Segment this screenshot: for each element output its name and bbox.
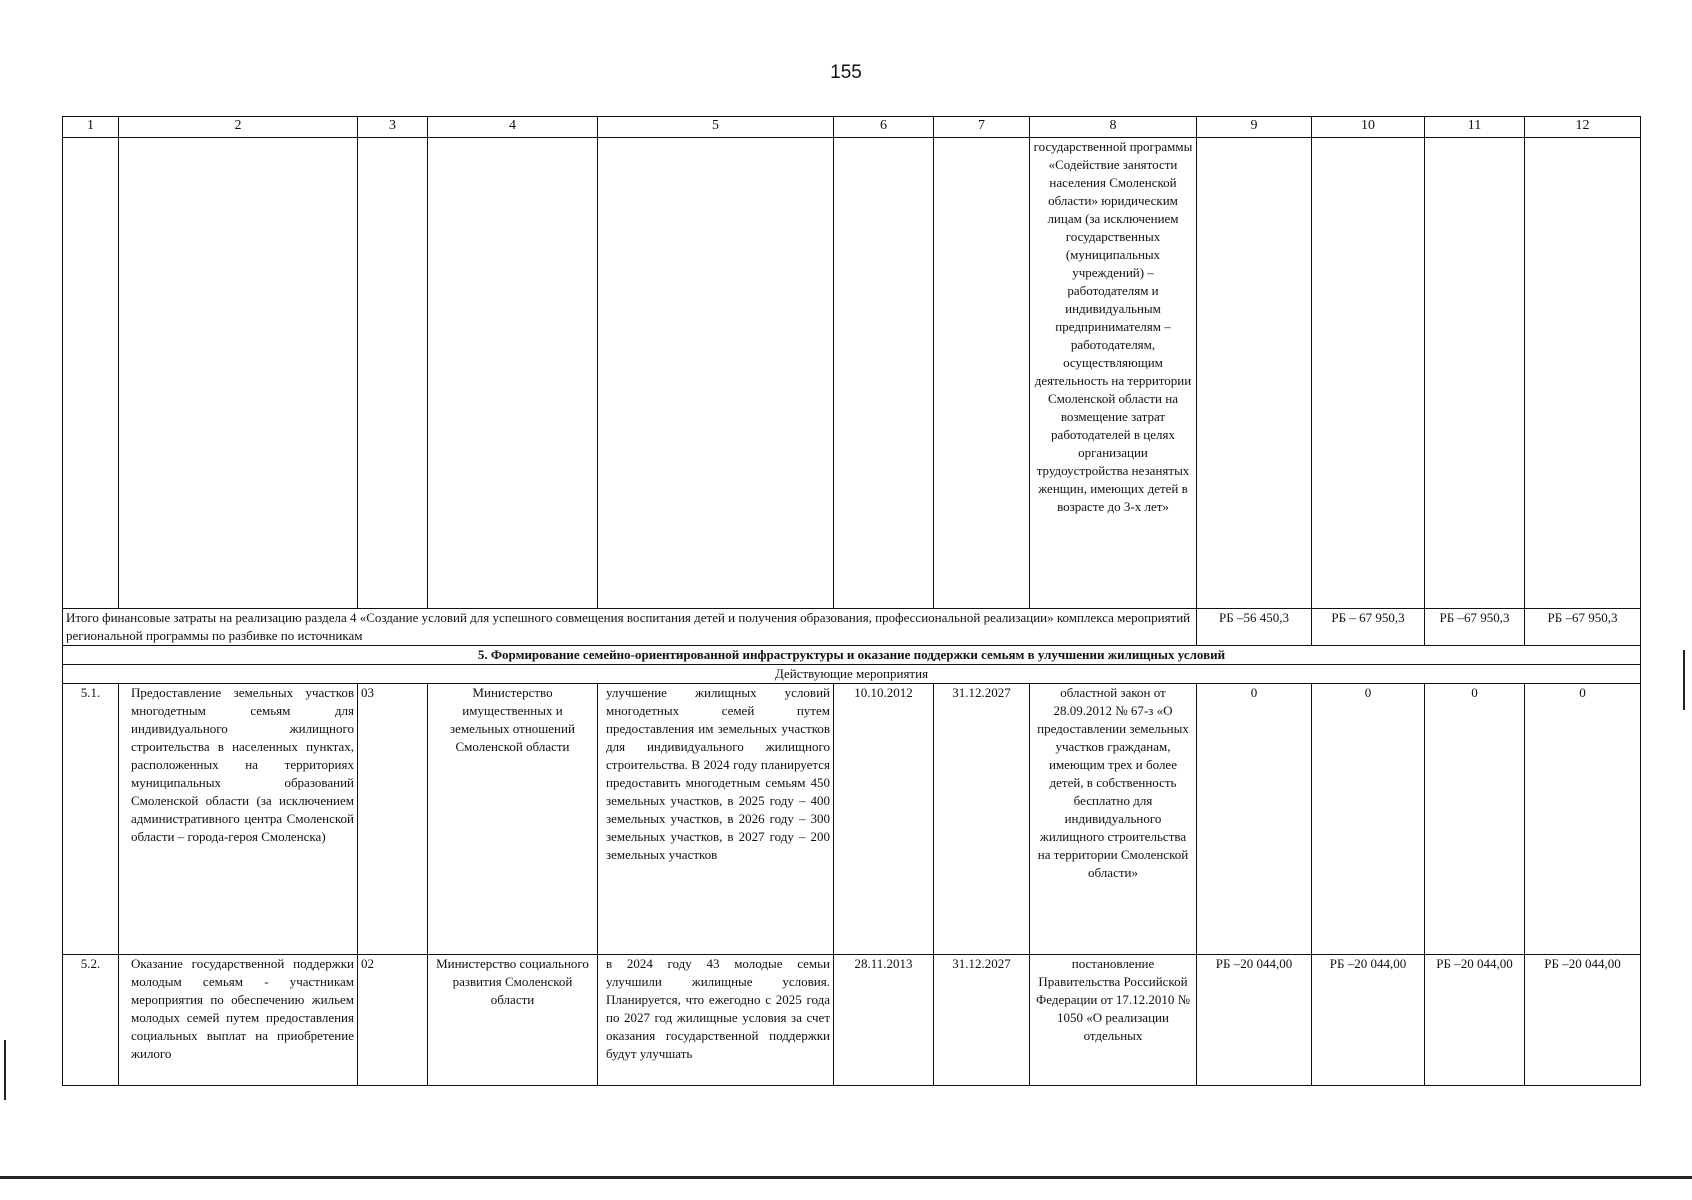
column-number: 7 [934, 117, 1030, 138]
column-number: 1 [63, 117, 119, 138]
page-number: 155 [830, 62, 862, 83]
empty-cell [934, 138, 1030, 609]
funding-value: РБ –20 044,00 [1525, 955, 1641, 1086]
legal-basis-cell: государственной программы «Содействие занятости населения Смоленской области» юридическим лицам (за исключением государственных (муниципальных учреждений) – работодателям и индивидуальным предпринимателям – работодателям, осуществляющим деятельность на территории Смоленской области на возмещение затрат работодателей в целях организации трудоустройства незанятых женщин, имеющих детей в возрасте до 3-х лет» [1030, 138, 1197, 609]
total-value: РБ –67 950,3 [1425, 609, 1525, 646]
section-row [63, 646, 1641, 665]
end-date: 31.12.2027 [934, 684, 1030, 955]
row-number: 5.2. [63, 955, 119, 1086]
total-value: РБ –56 450,3 [1197, 609, 1312, 646]
measure-name: Предоставление земельных участков многодетным семьям для индивидуального жилищного строительства в населенных пунктах, расположенных на территориях муниципальных образований Смоленской области (за исключением административного центра Смоленской области – города-героя Смоленска) [119, 684, 358, 955]
result-cell: улучшение жилищных условий многодетных семей путем предоставления им земельных участков для индивидуального жилищного строительства. В 2024 году планируется предоставить многодетным семьям 450 земельных участков, в 2025 году – 400 земельных участков, в 2026 году – 300 земельных участков, в 2027 году – 200 земельных участков [598, 684, 834, 955]
empty-cell [1312, 138, 1425, 609]
legal-basis-cell: постановление Правительства Российской Федерации от 17.12.2010 № 1050 «О реализации отдельных [1030, 955, 1197, 1086]
funding-value: РБ –20 044,00 [1197, 955, 1312, 1086]
empty-cell [358, 138, 428, 609]
row-number: 5.1. [63, 684, 119, 955]
funding-value: 0 [1525, 684, 1641, 955]
table-row [63, 955, 1641, 1086]
column-number: 8 [1030, 117, 1197, 138]
executor-cell: Министерство имущественных и земельных отношений Смоленской области [428, 684, 598, 955]
code-cell: 03 [358, 684, 428, 955]
result-cell: в 2024 году 43 молодые семьи улучшили жилищные условия. Планируется, что ежегодно с 2025 года по 2027 год жилищные условия за счет оказания государственной поддержки будут улучшать [598, 955, 834, 1086]
section-title: 5. Формирование семейно-ориентированной инфраструктуры и оказание поддержки семьям в улучшении жилищных условий [63, 646, 1641, 665]
executor-cell: Министерство социального развития Смоленской области [428, 955, 598, 1086]
column-number: 4 [428, 117, 598, 138]
scan-border-line [0, 1176, 1692, 1179]
funding-value: 0 [1425, 684, 1525, 955]
total-value: РБ –67 950,3 [1525, 609, 1641, 646]
column-number: 9 [1197, 117, 1312, 138]
start-date: 28.11.2013 [834, 955, 934, 1086]
column-number: 3 [358, 117, 428, 138]
code-cell: 02 [358, 955, 428, 1086]
empty-cell [598, 138, 834, 609]
funding-value: РБ –20 044,00 [1312, 955, 1425, 1086]
funding-value: РБ –20 044,00 [1425, 955, 1525, 1086]
total-label: Итого финансовые затраты на реализацию раздела 4 «Создание условий для успешного совмещения воспитания детей и получения образования, профессиональной реализации» комплекса мероприятий региональной программы по разбивке по источникам [63, 609, 1197, 646]
empty-cell [119, 138, 358, 609]
end-date: 31.12.2027 [934, 955, 1030, 1086]
funding-value: 0 [1197, 684, 1312, 955]
empty-cell [1525, 138, 1641, 609]
funding-value: 0 [1312, 684, 1425, 955]
program-table [62, 116, 1641, 1086]
total-value: РБ – 67 950,3 [1312, 609, 1425, 646]
column-number: 10 [1312, 117, 1425, 138]
table-row-continued [63, 138, 1641, 609]
subsection-title: Действующие мероприятия [63, 665, 1641, 684]
total-row [63, 609, 1641, 646]
scan-border-line [1683, 650, 1685, 710]
column-number: 11 [1425, 117, 1525, 138]
empty-cell [63, 138, 119, 609]
empty-cell [834, 138, 934, 609]
column-number: 5 [598, 117, 834, 138]
subsection-row [63, 665, 1641, 684]
table-row [63, 684, 1641, 955]
column-number: 2 [119, 117, 358, 138]
scan-border-line [4, 1040, 6, 1100]
column-number: 6 [834, 117, 934, 138]
legal-basis-cell: областной закон от 28.09.2012 № 67-з «О предоставлении земельных участков гражданам, имеющим трех и более детей, в собственность бесплатно для индивидуального жилищного строительства на территории Смоленской области» [1030, 684, 1197, 955]
empty-cell [1197, 138, 1312, 609]
empty-cell [428, 138, 598, 609]
column-number-row [63, 117, 1641, 138]
start-date: 10.10.2012 [834, 684, 934, 955]
column-number: 12 [1525, 117, 1641, 138]
empty-cell [1425, 138, 1525, 609]
measure-name: Оказание государственной поддержки молодым семьям - участникам мероприятия по обеспечению жильем молодых семей путем предоставления социальных выплат на приобретение жилого [119, 955, 358, 1086]
